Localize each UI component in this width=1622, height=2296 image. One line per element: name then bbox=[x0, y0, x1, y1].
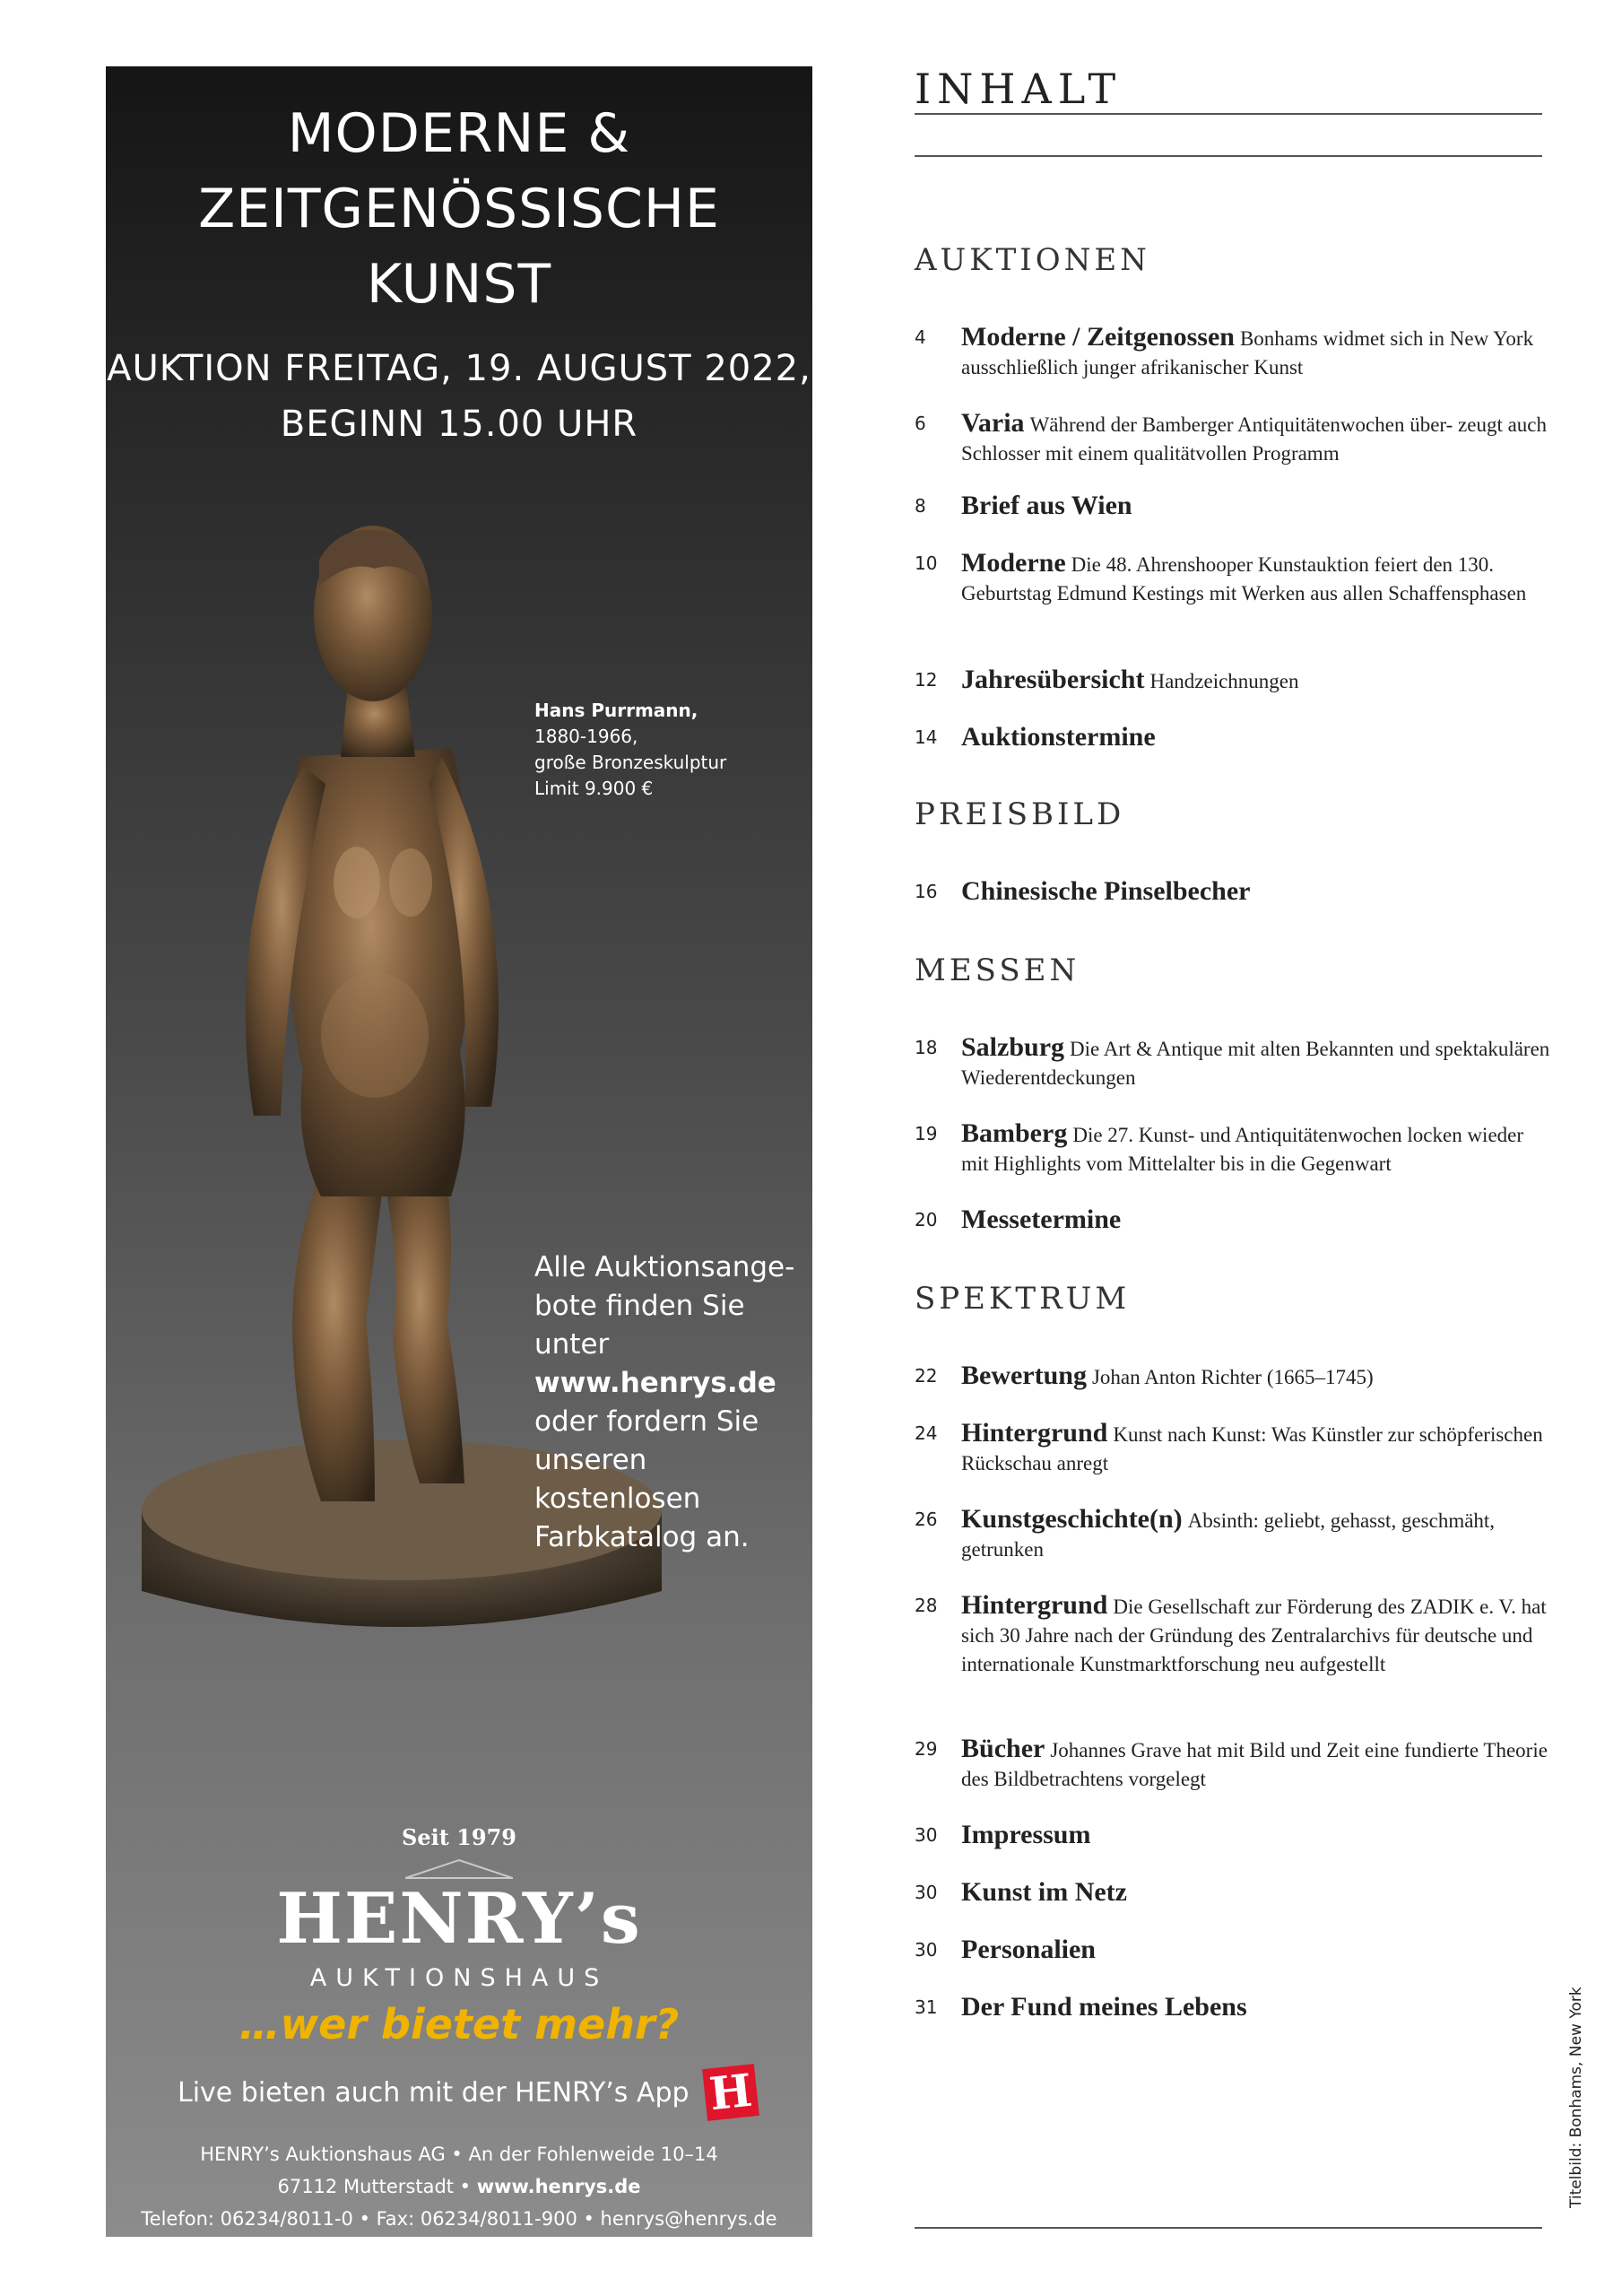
henrys-app-icon: H bbox=[702, 2064, 759, 2121]
ad-headline-line-1: MODERNE & bbox=[287, 102, 631, 165]
section-heading: PREISBILD bbox=[915, 796, 1125, 832]
entry-title: Messetermine bbox=[961, 1205, 1122, 1234]
page-number: 8 bbox=[915, 495, 926, 517]
cta-line: Farbkatalog an. bbox=[534, 1521, 750, 1553]
bronze-sculpture-image bbox=[106, 461, 812, 1932]
cover-image-credit: Titelbild: Bonhams, New York bbox=[1567, 1987, 1585, 2208]
page-number: 24 bbox=[915, 1422, 938, 1444]
page-number: 12 bbox=[915, 669, 938, 691]
page-number: 18 bbox=[915, 1037, 938, 1058]
cta-line: Alle Auktionsange- bbox=[534, 1251, 795, 1283]
entry-title: Hintergrund bbox=[961, 1418, 1108, 1448]
brand-logo: HENRY’s bbox=[276, 1878, 642, 1960]
cta-line: bote finden Sie unter bbox=[534, 1290, 745, 1361]
catalog-call-to-action bbox=[534, 1248, 803, 1557]
artwork-limit: Limit 9.900 € bbox=[534, 778, 654, 799]
entry-description: Kunst nach Kunst: Was Künstler zur schöpferischen Rückschau anregt bbox=[961, 1423, 1543, 1474]
page-number: 10 bbox=[915, 552, 938, 574]
entry-title: Auktionstermine bbox=[961, 722, 1156, 752]
cta-line: unseren kostenlosen bbox=[534, 1444, 701, 1515]
entry-description: Handzeichnungen bbox=[1149, 670, 1299, 692]
section-heading: MESSEN bbox=[915, 952, 1080, 988]
entry-title: Moderne / Zeitgenossen bbox=[961, 322, 1235, 352]
ad-headline-line-3: KUNST bbox=[366, 253, 552, 316]
brand-slogan: …wer bietet mehr? bbox=[239, 2000, 680, 2048]
divider bbox=[915, 155, 1542, 157]
entry-description: Die 48. Ahrenshooper Kunstauktion feiert den 130. Geburtstag Edmund Kestings mit Werken aus allen Schaffensphasen bbox=[961, 553, 1527, 604]
entry-title: Moderne bbox=[961, 548, 1066, 578]
entry-description: Die Art & Antique mit alten Bekannten und spektakulären Wiederentdeckungen bbox=[961, 1038, 1550, 1089]
footer-website-link[interactable]: www.henrys.de bbox=[476, 2176, 641, 2197]
entry-description: Johan Anton Richter (1665–1745) bbox=[1091, 1366, 1374, 1388]
company-address: HENRY’s Auktionshaus AG • An der Fohlenweide 10–14 bbox=[200, 2144, 718, 2165]
entry-title: Bamberg bbox=[961, 1118, 1068, 1148]
building-roof-icon bbox=[405, 1858, 513, 1880]
entry-title: Salzburg bbox=[961, 1032, 1065, 1062]
artist-name: Hans Purrmann, bbox=[534, 700, 698, 721]
entry-description: Während der Bamberger Antiquitätenwochen über- zeugt auch Schlosser mit einem qualitätvollen Programm bbox=[961, 413, 1547, 465]
entry-description: Johannes Grave hat mit Bild und Zeit eine fundierte Theorie des Bildbetrachtens vorgelegt bbox=[961, 1739, 1548, 1790]
entry-title: Impressum bbox=[961, 1820, 1091, 1849]
page-number: 6 bbox=[915, 413, 926, 434]
page-number: 30 bbox=[915, 1824, 938, 1846]
entry-description: Die Gesellschaft zur Förderung des ZADIK e. V. hat sich 30 Jahre nach der Gründung des Zentralarchivs für deutsche und internationale Kunstmarktforschung neu aufgestellt bbox=[961, 1596, 1547, 1675]
section-heading: SPEKTRUM bbox=[915, 1281, 1131, 1317]
entry-title: Bewertung bbox=[961, 1361, 1087, 1390]
entry-description: Die 27. Kunst- und Antiquitätenwochen locken wieder mit Highlights vom Mittelalter bis in die Gegenwart bbox=[961, 1124, 1524, 1175]
entry-title: Varia bbox=[961, 408, 1025, 438]
page-number: 31 bbox=[915, 1996, 938, 2018]
artist-years: 1880-1966, bbox=[534, 726, 638, 747]
entry-title: Personalien bbox=[961, 1935, 1096, 1964]
entry-title: Hintergrund bbox=[961, 1590, 1108, 1620]
auction-advertisement bbox=[106, 66, 812, 2237]
entry-description: Bonhams widmet sich in New York ausschließlich junger afrikanischer Kunst bbox=[961, 327, 1534, 378]
divider bbox=[915, 2227, 1542, 2229]
page-number: 20 bbox=[915, 1209, 938, 1231]
page-number: 28 bbox=[915, 1595, 938, 1616]
entry-description: Absinth: geliebt, gehasst, geschmäht, getrunken bbox=[961, 1509, 1496, 1561]
page-number: 30 bbox=[915, 1882, 938, 1903]
page-number: 22 bbox=[915, 1365, 938, 1387]
city-text: 67112 Mutterstadt • bbox=[277, 2176, 477, 2197]
company-city bbox=[106, 2176, 812, 2197]
page-number: 14 bbox=[915, 726, 938, 748]
page-number: 4 bbox=[915, 326, 926, 348]
page-number: 29 bbox=[915, 1738, 938, 1760]
artwork-description: große Bronzeskulptur bbox=[534, 752, 727, 773]
brand-subtitle: AUKTIONSHAUS bbox=[309, 1964, 609, 1992]
app-promo-text: Live bieten auch mit der HENRY’s App bbox=[178, 2077, 690, 2109]
website-link[interactable]: www.henrys.de bbox=[534, 1367, 776, 1399]
ad-headline-line-2: ZEITGENÖSSISCHE bbox=[198, 178, 720, 240]
page-number: 30 bbox=[915, 1939, 938, 1961]
page-number: 16 bbox=[915, 881, 938, 902]
page-number: 19 bbox=[915, 1123, 938, 1144]
cta-line: oder fordern Sie bbox=[534, 1405, 759, 1438]
divider bbox=[915, 113, 1542, 115]
company-contact: Telefon: 06234/8011-0 • Fax: 06234/8011-900 • henrys@henrys.de bbox=[141, 2208, 777, 2230]
sculpture-caption bbox=[534, 698, 726, 802]
entry-title: Brief aus Wien bbox=[961, 491, 1132, 520]
entry-title: Der Fund meines Lebens bbox=[961, 1992, 1247, 2022]
entry-title: Kunstgeschichte(n) bbox=[961, 1504, 1183, 1534]
section-heading: AUKTIONEN bbox=[915, 242, 1150, 278]
table-of-contents bbox=[915, 0, 1550, 2296]
auction-start-time: BEGINN 15.00 UHR bbox=[280, 404, 638, 445]
entry-title: Bücher bbox=[961, 1734, 1045, 1763]
page-number: 26 bbox=[915, 1509, 938, 1530]
auction-date: AUKTION FREITAG, 19. AUGUST 2022, bbox=[107, 348, 811, 389]
entry-title: Kunst im Netz bbox=[961, 1877, 1127, 1907]
founding-year: Seit 1979 bbox=[402, 1824, 516, 1850]
entry-title: Jahresübersicht bbox=[961, 665, 1145, 694]
toc-title: INHALT bbox=[915, 65, 1123, 113]
entry-title: Chinesische Pinselbecher bbox=[961, 876, 1251, 906]
